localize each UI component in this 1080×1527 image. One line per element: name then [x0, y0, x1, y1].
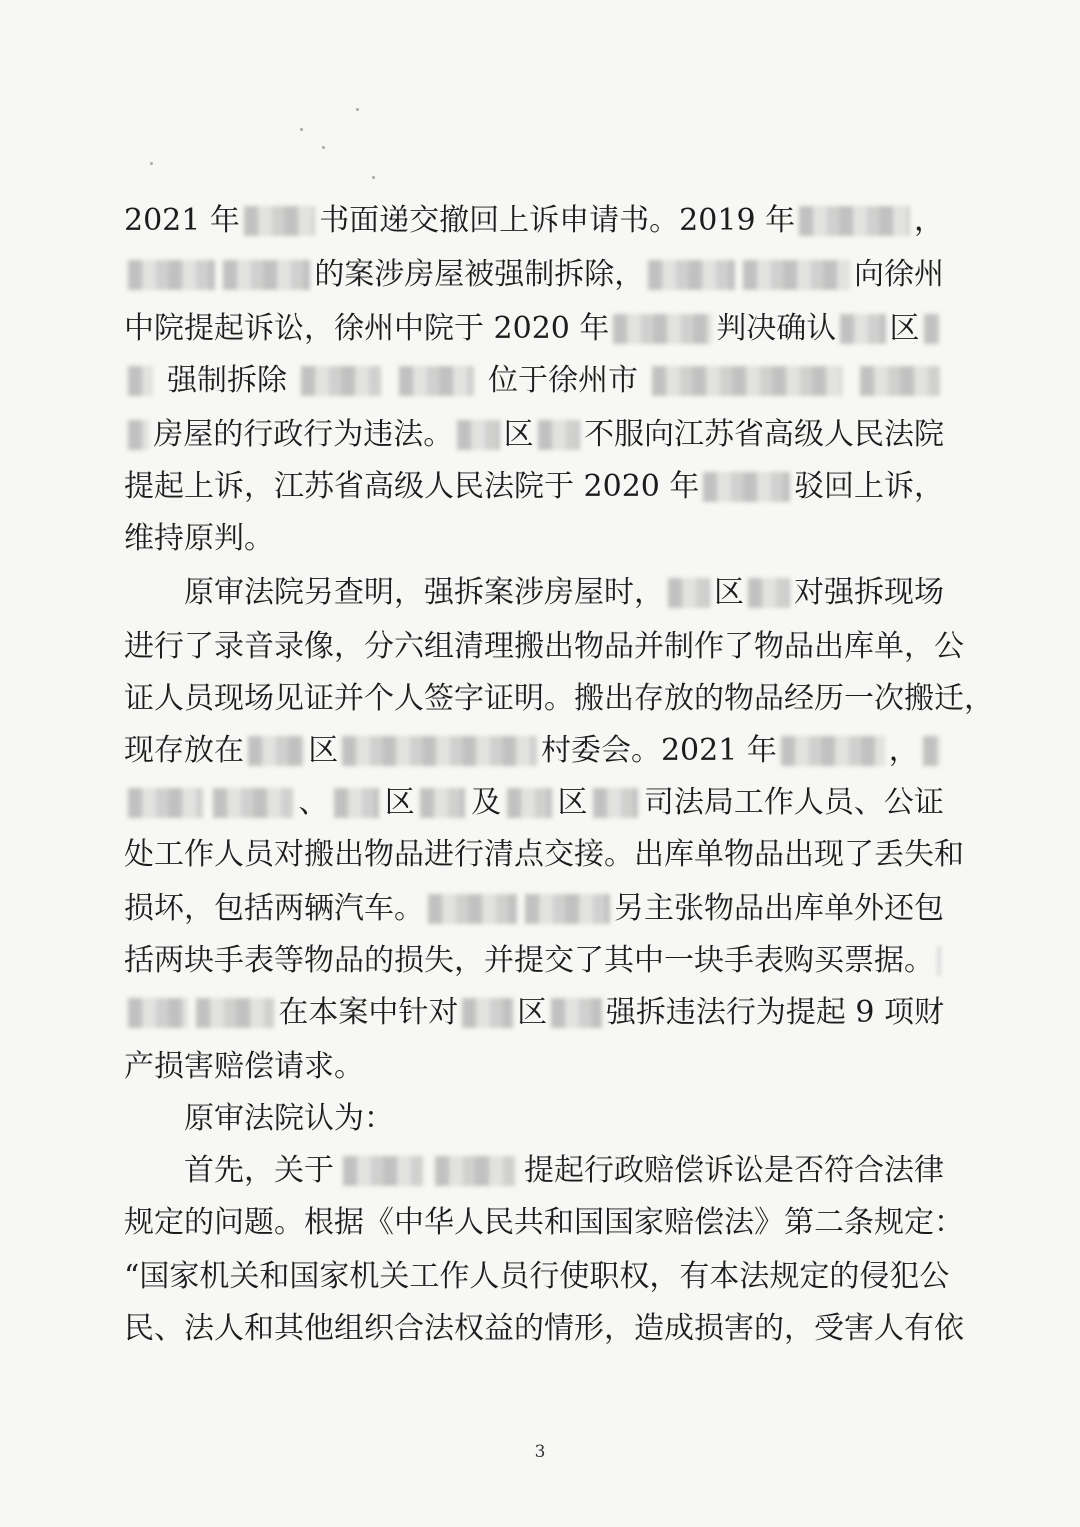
text-segment: 产损害赔偿请求。: [124, 1049, 364, 1084]
scan-speck: [322, 146, 325, 149]
text-line: [124, 250, 944, 300]
text-segment: 房屋的行政行为违法。: [153, 417, 454, 452]
text-segment: 进行了录音录像，分六组清理搬出物品并制作了物品出库单，公: [124, 629, 964, 664]
text-segment: 括两块手表等物品的损失，并提交了其中一块手表购买票据。: [124, 943, 934, 978]
text-segment: 区: [714, 575, 744, 610]
scan-speck: [356, 108, 359, 111]
redacted-block: [128, 998, 188, 1028]
text-segment: 处工作人员对搬出物品进行清点交接。出库单物品出现了丢失和: [124, 837, 964, 872]
text-segment: 强制拆除: [167, 363, 287, 398]
text-segment: 原审法院另查明，强拆案涉房屋时，: [124, 575, 664, 610]
redacted-block: [213, 788, 293, 818]
scan-speck: [150, 162, 153, 165]
text-segment: ，: [888, 733, 919, 768]
text-line: [124, 674, 994, 724]
redacted-block: [334, 788, 379, 818]
text-segment: 损坏，包括两辆汽车。: [124, 891, 424, 926]
redacted-block: [128, 788, 203, 818]
text-line: [124, 356, 944, 406]
text-segment: 原审法院认为：: [124, 1101, 394, 1136]
text-line: [124, 1094, 944, 1144]
redacted-block: [860, 366, 940, 396]
text-segment: 村委会。2021 年: [540, 733, 777, 768]
text-line: [124, 514, 944, 564]
text-segment: 提起上诉，江苏省高级人民法院于 2020 年: [124, 469, 700, 504]
text-segment: 书面递交撤回上诉申请书。2019 年: [319, 203, 796, 238]
redacted-block: [923, 736, 940, 766]
redacted-block: [538, 420, 580, 450]
text-segment: 规定的问题。根据《中华人民共和国国家赔偿法》第二条规定：: [124, 1205, 964, 1240]
text-segment: 维持原判。: [124, 521, 274, 556]
text-line: [124, 1252, 950, 1302]
redacted-block: [703, 472, 790, 502]
text-segment: 区: [889, 311, 920, 346]
text-line: [124, 196, 944, 246]
text-line: [124, 462, 944, 512]
text-segment: 另主张物品出库单外还包: [614, 891, 944, 926]
text-line: [124, 1304, 964, 1354]
text-segment: ，: [914, 203, 944, 238]
text-segment: 区: [557, 785, 588, 820]
redacted-block: [248, 736, 304, 766]
text-segment: 证人员现场见证并个人签字证明。搬出存放的物品经历一次搬迁，: [124, 681, 994, 716]
text-segment: 强拆违法行为提起 9 项财: [605, 995, 944, 1030]
text-segment: 位于徐州市: [488, 363, 638, 398]
text-segment: 司法局工作人员、公证: [643, 785, 944, 820]
text-segment: 民、法人和其他组织合法权益的情形，造成损害的，受害人有依: [124, 1311, 964, 1346]
redacted-block: [399, 366, 474, 396]
text-segment: 现存放在: [124, 733, 244, 768]
text-line: [124, 1146, 944, 1196]
text-segment: 区: [308, 733, 339, 768]
text-segment: 2021 年: [124, 203, 240, 238]
redacted-block: [128, 366, 153, 396]
text-segment: 区: [517, 995, 548, 1030]
text-segment: “国家机关和国家机关工作人员行使职权，有本法规定的侵犯公: [124, 1259, 950, 1294]
redacted-block: [420, 788, 465, 818]
redacted-block: [342, 736, 537, 766]
redacted-block: [128, 420, 149, 450]
redacted-block: [840, 314, 885, 344]
redacted-block: [743, 260, 850, 290]
redacted-block: [435, 1156, 515, 1186]
redacted-block: [301, 366, 381, 396]
redacted-block: [613, 314, 712, 344]
redacted-block: [938, 946, 940, 976]
redacted-block: [648, 260, 735, 290]
text-segment: 在本案中针对: [278, 995, 459, 1030]
redacted-block: [128, 260, 215, 290]
text-segment: 提起行政赔偿诉讼是否符合法律: [523, 1153, 944, 1188]
redacted-block: [781, 736, 885, 766]
text-segment: 不服向江苏省高级人民法院: [584, 417, 945, 452]
text-line: [124, 726, 944, 776]
text-line: [124, 304, 944, 354]
redacted-block: [799, 206, 910, 236]
text-segment: 区: [384, 785, 415, 820]
text-segment: 向徐州: [854, 257, 944, 292]
redacted-block: [343, 1156, 423, 1186]
scan-speck: [300, 128, 303, 131]
text-segment: 及: [471, 785, 502, 820]
text-segment: 区: [503, 417, 534, 452]
text-line: [124, 936, 944, 986]
redacted-block: [428, 894, 517, 924]
redacted-block: [223, 260, 310, 290]
text-line: [124, 622, 964, 672]
text-line: [124, 568, 944, 618]
redacted-block: [924, 314, 940, 344]
redacted-block: [748, 578, 790, 608]
text-line: [124, 1198, 964, 1248]
redacted-block: [551, 998, 602, 1028]
text-line: [124, 778, 944, 828]
redacted-block: [462, 998, 513, 1028]
redacted-block: [593, 788, 638, 818]
text-line: [124, 884, 944, 934]
text-segment: 中院提起诉讼，徐州中院于 2020 年: [124, 311, 610, 346]
text-line: [124, 830, 964, 880]
text-line: [124, 410, 944, 460]
redacted-block: [507, 788, 552, 818]
text-segment: 判决确认: [716, 311, 837, 346]
text-segment: 首先，关于: [124, 1153, 334, 1188]
redacted-block: [525, 894, 610, 924]
redacted-block: [457, 420, 499, 450]
scan-speck: [372, 176, 375, 179]
text-segment: 对强拆现场: [794, 575, 944, 610]
text-line: [124, 1042, 944, 1092]
text-segment: 、: [298, 785, 329, 820]
page-number: 3: [534, 1442, 546, 1462]
redacted-block: [244, 206, 315, 236]
redacted-block: [652, 366, 842, 396]
text-segment: 的案涉房屋被强制拆除，: [314, 257, 645, 292]
redacted-block: [196, 998, 274, 1028]
redacted-block: [668, 578, 710, 608]
text-segment: 驳回上诉，: [794, 469, 944, 504]
text-line: [124, 988, 944, 1038]
